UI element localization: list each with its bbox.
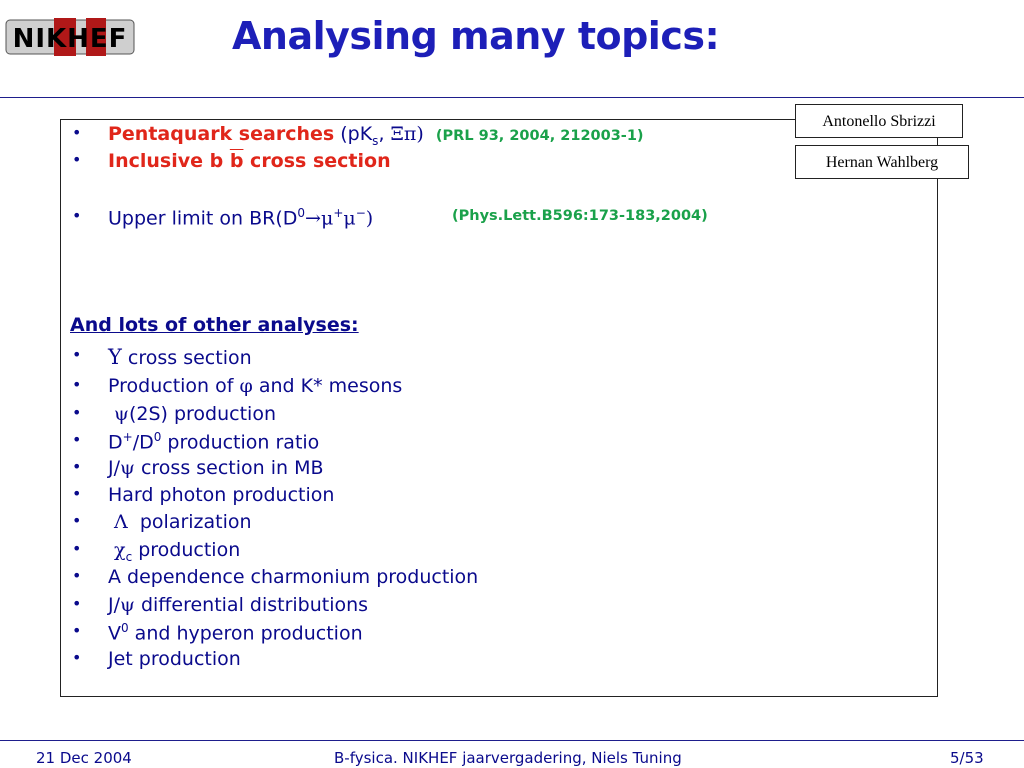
- title-divider: [0, 97, 1024, 98]
- reference-prl: (PRL 93, 2004, 212003-1): [435, 128, 644, 144]
- other-analyses-heading: And lots of other analyses:: [70, 314, 359, 336]
- bullet: •: [72, 430, 82, 449]
- page-number: 5/53: [950, 749, 984, 767]
- bullet: •: [72, 345, 82, 364]
- presenter-box-2: Hernan Wahlberg: [795, 145, 969, 179]
- bullet: •: [72, 123, 82, 142]
- bullet: •: [72, 403, 82, 422]
- footer-date: 21 Dec 2004: [36, 749, 132, 767]
- reference-plb: (Phys.Lett.B596:173-183,2004): [452, 208, 708, 224]
- footer-title: B-fysica. NIKHEF jaarvergadering, Niels Tuning: [334, 749, 682, 767]
- nikhef-logo: [4, 14, 136, 60]
- bullet: •: [72, 484, 82, 503]
- footer-divider: [0, 740, 1024, 741]
- logo-text: NIKHEF: [12, 24, 128, 54]
- presenter-box-1: Antonello Sbrizzi: [795, 104, 963, 138]
- bullet: •: [72, 511, 82, 530]
- bullet: •: [72, 648, 82, 667]
- bullet: •: [72, 457, 82, 476]
- bullet: •: [72, 150, 82, 169]
- bullet: •: [72, 206, 82, 225]
- slide-title: Analysing many topics:: [232, 14, 720, 58]
- bullet: •: [72, 566, 82, 585]
- bullet: •: [72, 621, 82, 640]
- bullet: •: [72, 539, 82, 558]
- bullet: •: [72, 375, 82, 394]
- bullet: •: [72, 594, 82, 613]
